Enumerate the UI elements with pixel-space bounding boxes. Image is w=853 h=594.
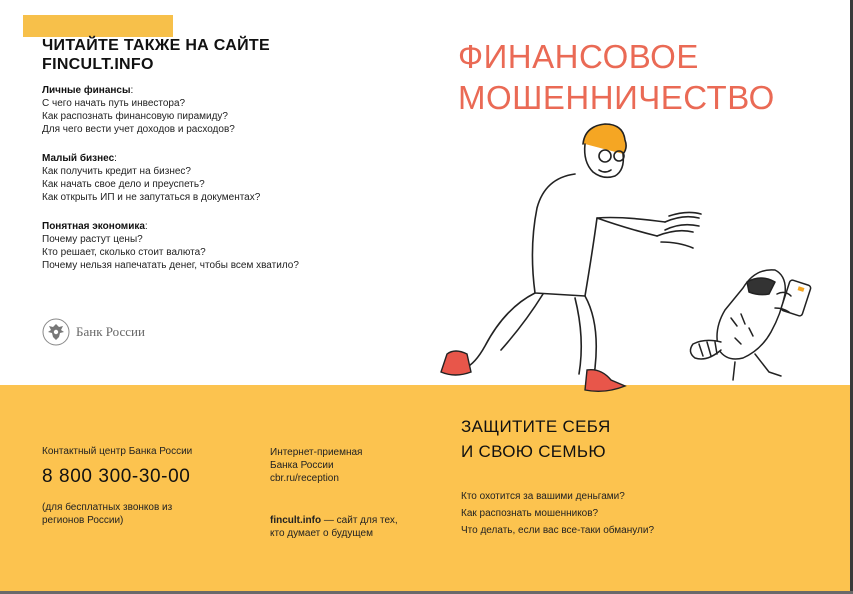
list-item: Кто охотится за вашими деньгами? bbox=[461, 491, 625, 502]
protect-title-line1: ЗАЩИТИТЕ СЕБЯ bbox=[461, 417, 611, 436]
list-item: Как распознать мошенников? bbox=[461, 508, 599, 519]
list-item: Что делать, если вас все-таки обманули? bbox=[461, 525, 655, 536]
main-title-line2: МОШЕННИЧЕСТВО bbox=[458, 79, 775, 116]
internet-reception bbox=[270, 446, 420, 485]
bank-logo bbox=[42, 318, 145, 346]
reception-line1: Интернет-приемная bbox=[270, 447, 363, 458]
site-title bbox=[42, 36, 362, 74]
list-item: Для чего вести учет доходов и расходов? bbox=[42, 124, 235, 135]
fincult-link[interactable]: fincult.info bbox=[270, 515, 322, 526]
contact-label: Контактный центр Банка России bbox=[42, 446, 193, 457]
bank-name: Банк России bbox=[76, 324, 145, 339]
accent-tab bbox=[23, 15, 173, 37]
list-item: Кто решает, сколько стоит валюта? bbox=[42, 247, 206, 258]
list-item: Почему растут цены? bbox=[42, 234, 143, 245]
list-item: Как открыть ИП и не запутаться в документах? bbox=[42, 192, 261, 203]
questions-list bbox=[461, 488, 791, 539]
protect-title-line2: И СВОЮ СЕМЬЮ bbox=[461, 442, 606, 461]
double-headed-eagle-icon bbox=[42, 318, 70, 346]
protect-title bbox=[461, 414, 761, 464]
illustration-man-chasing-raccoon bbox=[425, 118, 825, 403]
main-title-line1: ФИНАНСОВОЕ bbox=[458, 38, 699, 75]
section-heading: Личные финансы bbox=[42, 85, 131, 96]
list-item: Как начать свое дело и преуспеть? bbox=[42, 179, 205, 190]
section-heading: Понятная экономика bbox=[42, 221, 145, 232]
list-item: Почему нельзя напечатать денег, чтобы всем хватило? bbox=[42, 260, 299, 271]
section-small-business: Малый бизнес: Как получить кредит на бизнес? Как начать свое дело и преуспеть? Как открыть ИП и не запутаться в документах? bbox=[42, 152, 382, 204]
fincult-tagline bbox=[270, 514, 410, 540]
reception-link[interactable]: cbr.ru/reception bbox=[270, 473, 339, 484]
section-personal-finance: Личные финансы: С чего начать путь инвестора? Как распознать финансовую пирамиду? Для чего вести учет доходов и расходов? bbox=[42, 84, 382, 136]
list-item: Как распознать финансовую пирамиду? bbox=[42, 111, 228, 122]
section-economics: Понятная экономика: Почему растут цены? Кто решает, сколько стоит валюта? Почему нельзя напечатать денег, чтобы всем хватило? bbox=[42, 220, 382, 272]
reception-line2: Банка России bbox=[270, 460, 334, 471]
phone-note: (для бесплатных звонков из регионов России) bbox=[42, 502, 173, 526]
main-title bbox=[458, 36, 838, 118]
list-item: С чего начать путь инвестора? bbox=[42, 98, 186, 109]
site-title-line1: ЧИТАЙТЕ ТАКЖЕ НА САЙТЕ bbox=[42, 37, 270, 54]
site-title-line2: FINCULT.INFO bbox=[42, 56, 154, 73]
phone-number[interactable]: 8 800 300-30-00 bbox=[42, 466, 191, 487]
section-heading: Малый бизнес bbox=[42, 153, 115, 164]
fincult-tagline-text: — сайт для тех, кто думает о будущем bbox=[270, 515, 398, 539]
list-item: Как получить кредит на бизнес? bbox=[42, 166, 191, 177]
